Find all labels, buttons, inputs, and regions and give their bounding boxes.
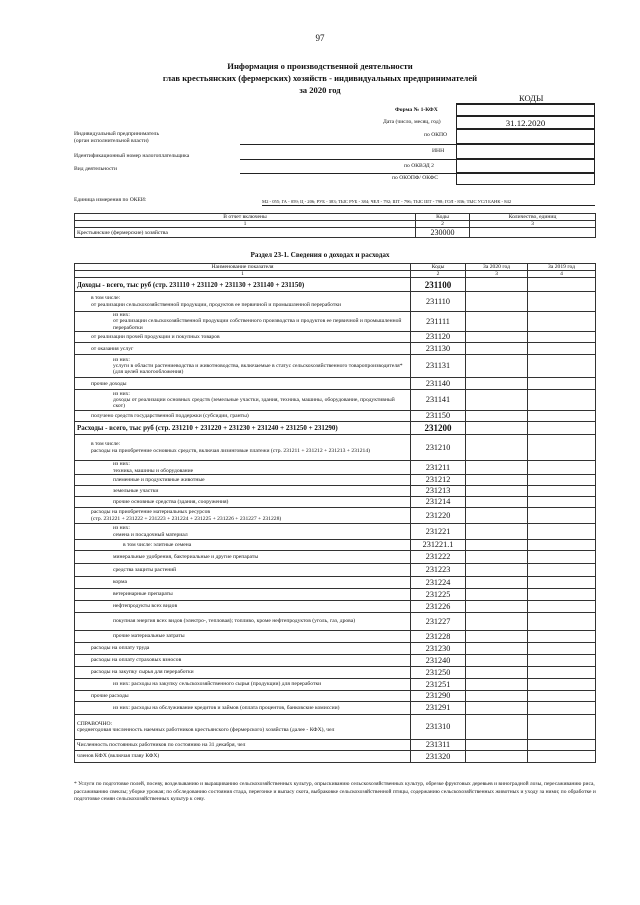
- row-label: из них: семена и посадочный материал: [75, 524, 411, 540]
- income-expense-table: [74, 263, 596, 763]
- row-label: из них: расходы на закупку сельскохозяйственного сырья (продукции) для переработки: [75, 679, 411, 691]
- value-2019-cell: [528, 655, 596, 667]
- row-label: племенные и продуктивные животные: [75, 475, 411, 486]
- section-title: Раздел 23-1. Сведения о доходах и расходах: [250, 251, 390, 259]
- row-code: 231150: [411, 411, 466, 422]
- table-row: [75, 601, 596, 613]
- value-2019-cell: [528, 508, 596, 524]
- value-2019-cell: [528, 667, 596, 679]
- value-2020-cell: [466, 613, 528, 631]
- value-2020-cell: [466, 577, 528, 589]
- row-label: расходы на оплату труда: [75, 643, 411, 655]
- row-code: 231240: [411, 655, 466, 667]
- table-row: [75, 691, 596, 702]
- units-label: Единица измерения по ОКЕИ:: [74, 197, 147, 203]
- value-2020-cell: [466, 497, 528, 508]
- okved-label: по ОКВЭД 2: [404, 163, 434, 169]
- row-code: 231226: [411, 601, 466, 613]
- report-col-2: Коды: [416, 214, 470, 221]
- okved-cell: [456, 159, 595, 173]
- row-label: в том числе: от реализации сельскохозяйственной продукции, продуктов ее первичной и промышленной переработки: [75, 292, 411, 312]
- title-line-2: глав крестьянских (фермерских) хозяйств - индивидуальных предпринимателей: [162, 73, 478, 83]
- value-2019-cell: [528, 751, 596, 763]
- activity-label: Вид деятельности: [74, 166, 117, 172]
- value-2019-cell: [528, 435, 596, 461]
- value-2020-cell: [466, 667, 528, 679]
- row-label: Численность постоянных работников по состоянию на 31 декабря, чел: [75, 740, 411, 751]
- row-label: в том числе: элитные семена: [75, 540, 411, 551]
- report-num-1: 1: [75, 221, 416, 228]
- value-2019-cell: [528, 461, 596, 475]
- row-label: от оказания услуг: [75, 343, 411, 355]
- okopf-cell: [456, 173, 595, 185]
- value-2019-cell: [528, 475, 596, 486]
- value-2019-cell: [528, 332, 596, 343]
- value-2020-cell: [466, 278, 528, 292]
- row-label: в том числе: расходы на приобретение основных средств, включая лизинговые платежи (стр. 231211 + 231212 + 231213 + 231214): [75, 435, 411, 461]
- table-row: [75, 312, 596, 332]
- table-row: [75, 540, 596, 551]
- value-2019-cell: [528, 312, 596, 332]
- table-row: [75, 679, 596, 691]
- row-code: 231210: [411, 435, 466, 461]
- row-code: 231227: [411, 613, 466, 631]
- row-label: средства защиты растений: [75, 564, 411, 577]
- value-2020-cell: [466, 655, 528, 667]
- table-row: [75, 355, 596, 378]
- value-2020-cell: [466, 540, 528, 551]
- value-2020-cell: [466, 422, 528, 435]
- row-code: 231310: [411, 715, 466, 740]
- row-code: 231214: [411, 497, 466, 508]
- form-code-cell: [456, 104, 595, 116]
- value-2020-cell: [466, 332, 528, 343]
- value-2020-cell: [466, 564, 528, 577]
- value-2019-cell: [528, 524, 596, 540]
- date-cell: [456, 116, 595, 129]
- row-label: получено средств государственной поддержки (субсидии, гранты): [75, 411, 411, 422]
- row-code: 231290: [411, 691, 466, 702]
- value-2019-cell: [528, 740, 596, 751]
- row-label: земельные участки: [75, 486, 411, 497]
- value-2019-cell: [528, 702, 596, 715]
- value-2020-cell: [466, 702, 528, 715]
- table-row: [75, 564, 596, 577]
- row-code: 231223: [411, 564, 466, 577]
- row-label: членов КФХ (включая главу КФХ): [75, 751, 411, 763]
- col-header-code: Коды: [411, 264, 466, 271]
- table-row: [75, 715, 596, 740]
- table-row: [75, 589, 596, 601]
- row-label: из них: техника, машины и оборудование: [75, 461, 411, 475]
- table-row: [75, 740, 596, 751]
- value-2019-cell: [528, 378, 596, 390]
- table-row: [75, 655, 596, 667]
- row-label: прочие материальные затраты: [75, 631, 411, 643]
- table-row: [75, 551, 596, 564]
- table-row: [75, 751, 596, 763]
- col-header-name: Наименование показателя: [75, 264, 411, 271]
- value-2019-cell: [528, 601, 596, 613]
- value-2020-cell: [466, 589, 528, 601]
- value-2019-cell: [528, 715, 596, 740]
- value-2020-cell: [466, 524, 528, 540]
- row-label: из них: от реализации сельскохозяйственной продукции собственного производства и продуктов ее первичной и промышленной переработки: [75, 312, 411, 332]
- inn-cell: [456, 144, 595, 159]
- col-num-1: 1: [75, 271, 411, 278]
- table-row: [75, 577, 596, 589]
- inn-label: ИНН: [432, 148, 445, 154]
- row-code: 231224: [411, 577, 466, 589]
- row-label: от реализации прочей продукции и покупных товаров: [75, 332, 411, 343]
- units-value: М2 - 055; ГА - 059; Ц - 206; РУБ - 383; ТЫС РУБ - 384; ЧЕЛ - 792; ШТ - 796; ТЫС ШТ - 798; ГОЛ - 836; ТЫС УСЛ БАНК - 842: [262, 199, 512, 204]
- row-label: из них: услуги в области растениеводства и животноводства, включаемые в статус сельскохозяйственного товаропроизводителя* (для целей налогообложения): [75, 355, 411, 378]
- value-2019-cell: [528, 540, 596, 551]
- table-row: [75, 378, 596, 390]
- title-line-3: за 2020 год: [299, 85, 341, 95]
- table-row: [75, 422, 596, 435]
- okpo-cell: [456, 129, 595, 144]
- row-code: 231311: [411, 740, 466, 751]
- table-row: [75, 631, 596, 643]
- report-col-3: Количество, единиц: [470, 214, 596, 221]
- row-code: 231225: [411, 589, 466, 601]
- value-2020-cell: [466, 355, 528, 378]
- value-2019-cell: [528, 691, 596, 702]
- row-label: из них: доходы от реализации основных средств (земельные участки, здания, техника, машины, оборудование, продуктивный скот): [75, 390, 411, 411]
- row-code: 231100: [411, 278, 466, 292]
- date-value: 31.12.2020: [505, 118, 546, 128]
- table-row: [75, 613, 596, 631]
- row-label: Расходы - всего, тыс руб (стр. 231210 + 231220 + 231230 + 231240 + 231250 + 231290): [75, 422, 411, 435]
- value-2020-cell: [466, 378, 528, 390]
- value-2020-cell: [466, 508, 528, 524]
- value-2019-cell: [528, 564, 596, 577]
- table-row: [75, 486, 596, 497]
- value-2019-cell: [528, 497, 596, 508]
- col-num-3: 3: [466, 271, 528, 278]
- row-code: 231130: [411, 343, 466, 355]
- value-2019-cell: [528, 292, 596, 312]
- row-code: 231213: [411, 486, 466, 497]
- table-row: [75, 292, 596, 312]
- value-2020-cell: [466, 551, 528, 564]
- value-2019-cell: [528, 390, 596, 411]
- table-row: [75, 343, 596, 355]
- row-label: из них: расходы на обслуживание кредитов и займов (оплата процентов, банковские комиссии): [75, 702, 411, 715]
- value-2019-cell: [528, 643, 596, 655]
- table-row: [75, 411, 596, 422]
- row-label: прочие расходы: [75, 691, 411, 702]
- table-row: [75, 497, 596, 508]
- table-row: [75, 332, 596, 343]
- row-code: 231251: [411, 679, 466, 691]
- value-2020-cell: [466, 643, 528, 655]
- row-code: 231228: [411, 631, 466, 643]
- value-2020-cell: [466, 740, 528, 751]
- report-table: [74, 213, 596, 238]
- table-row: [75, 667, 596, 679]
- row-label: расходы на оплату страховых взносов: [75, 655, 411, 667]
- row-label: расходы на приобретение материальных ресурсов (стр. 231221 + 231222 + 231223 + 231224 + 231225 + 231226 + 231227 + 231228): [75, 508, 411, 524]
- row-code: 231110: [411, 292, 466, 312]
- form-label: Форма № 1-КФХ: [395, 107, 438, 113]
- value-2019-cell: [528, 577, 596, 589]
- value-2020-cell: [466, 751, 528, 763]
- row-label: нефтепродукты всех видов: [75, 601, 411, 613]
- table-row: [75, 702, 596, 715]
- date-label: Дата (число, месяц, год): [383, 119, 441, 125]
- value-2019-cell: [528, 631, 596, 643]
- report-num-3: 3: [470, 221, 596, 228]
- footnote: * Услуги по подготовке полей, посеву, возделыванию и выращиванию сельскохозяйственных культур, опрыскиванию сельскохозяйственных культур, обрезке фруктовых деревьев и виноградной лозы, пересаживанию риса, рассаживанию свеклы; уборке урожая; по обследованию состояния стада, перегонке и выпасу скота, выбраковке сельскохозяйственной птицы, содержанию сельскохозяйственных животных и уходу за ними; по обработке и подготовке семян сельскохозяйственных культур к севу.: [74, 781, 596, 803]
- table-row: [75, 524, 596, 540]
- value-2019-cell: [528, 278, 596, 292]
- row-label: минеральные удобрения, бактериальные и другие препараты: [75, 551, 411, 564]
- row-code: 231230: [411, 643, 466, 655]
- row-code: 231200: [411, 422, 466, 435]
- value-2020-cell: [466, 691, 528, 702]
- row-label: прочие доходы: [75, 378, 411, 390]
- table-row: [75, 278, 596, 292]
- value-2019-cell: [528, 613, 596, 631]
- col-num-4: 4: [528, 271, 596, 278]
- table-row: [75, 435, 596, 461]
- report-row-value: [470, 228, 596, 238]
- value-2020-cell: [466, 435, 528, 461]
- row-code: 231250: [411, 667, 466, 679]
- row-label: Доходы - всего, тыс руб (стр. 231110 + 231120 + 231130 + 231140 + 231150): [75, 278, 411, 292]
- table-row: [75, 461, 596, 475]
- row-code: 231140: [411, 378, 466, 390]
- value-2020-cell: [466, 715, 528, 740]
- value-2020-cell: [466, 390, 528, 411]
- value-2020-cell: [466, 292, 528, 312]
- title-line-1: Информация о производственной деятельности: [227, 61, 413, 71]
- ip-sublabel: (орган исполнительной власти): [74, 138, 149, 144]
- value-2020-cell: [466, 343, 528, 355]
- value-2019-cell: [528, 343, 596, 355]
- value-2020-cell: [466, 631, 528, 643]
- value-2019-cell: [528, 589, 596, 601]
- row-code: 231320: [411, 751, 466, 763]
- row-code: 231221.1: [411, 540, 466, 551]
- row-label: корма: [75, 577, 411, 589]
- tax-id-label: Идентификационный номер налогоплательщика: [74, 153, 190, 159]
- value-2020-cell: [466, 601, 528, 613]
- value-2020-cell: [466, 475, 528, 486]
- row-code: 231131: [411, 355, 466, 378]
- value-2019-cell: [528, 411, 596, 422]
- row-code: 231211: [411, 461, 466, 475]
- value-2020-cell: [466, 679, 528, 691]
- page-number: 97: [315, 33, 325, 43]
- value-2020-cell: [466, 461, 528, 475]
- page-title: [0, 60, 640, 96]
- value-2019-cell: [528, 679, 596, 691]
- okopf-label: по ОКОПФ/ ОКФС: [392, 175, 438, 181]
- row-code: 231120: [411, 332, 466, 343]
- value-2019-cell: [528, 551, 596, 564]
- codes-label: КОДЫ: [519, 93, 544, 103]
- row-code: 231111: [411, 312, 466, 332]
- report-row-label: Крестьянские (фермерские) хозяйства: [75, 228, 416, 238]
- table-row: [75, 390, 596, 411]
- value-2019-cell: [528, 486, 596, 497]
- value-2020-cell: [466, 411, 528, 422]
- table-row: [75, 508, 596, 524]
- report-col-1: В отчет включены: [75, 214, 416, 221]
- row-code: 231141: [411, 390, 466, 411]
- row-label: СПРАВОЧНО: среднегодовая численность наемных работников крестьянского (фермерского) хозяйства (далее - КФХ), чел: [75, 715, 411, 740]
- row-code: 231220: [411, 508, 466, 524]
- value-2020-cell: [466, 486, 528, 497]
- table-row: [75, 643, 596, 655]
- okpo-label: по ОКПО: [424, 132, 448, 138]
- row-code: 231222: [411, 551, 466, 564]
- ip-label: Индивидуальный предприниматель: [74, 131, 160, 137]
- row-label: прочие основные средства (здания, сооружения): [75, 497, 411, 508]
- col-header-2020: За 2020 год: [466, 264, 528, 271]
- value-2020-cell: [466, 312, 528, 332]
- value-2019-cell: [528, 422, 596, 435]
- row-label: ветеринарные препараты: [75, 589, 411, 601]
- col-header-2019: За 2019 год: [528, 264, 596, 271]
- report-num-2: 2: [416, 221, 470, 228]
- row-code: 231221: [411, 524, 466, 540]
- row-code: 231212: [411, 475, 466, 486]
- row-label: покупная энергия всех видов (электро-, тепловая); топливо, кроме нефтепродуктов (уголь, газ, дрова): [75, 613, 411, 631]
- row-code: 231291: [411, 702, 466, 715]
- col-num-2: 2: [411, 271, 466, 278]
- table-row: [75, 475, 596, 486]
- report-row-code: 230000: [416, 228, 470, 238]
- value-2019-cell: [528, 355, 596, 378]
- row-label: расходы на закупку сырья для переработки: [75, 667, 411, 679]
